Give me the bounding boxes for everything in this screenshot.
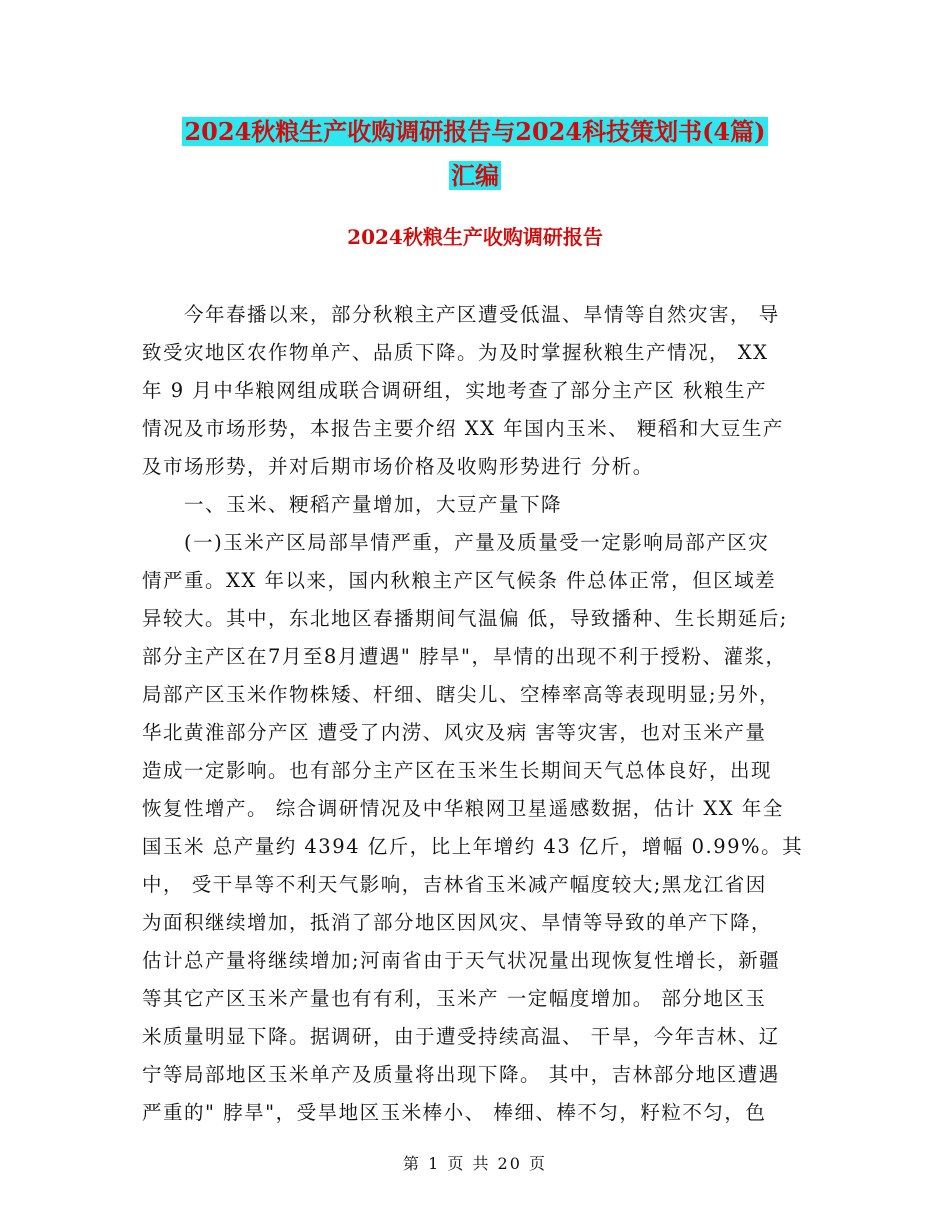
document-title-line-2 — [150, 154, 800, 198]
body-line: 部分主产区在7月至8月遭遇" 脖旱"，旱情的出现不利于授粉、灌浆， — [142, 645, 787, 668]
body-line: 致受灾地区农作物单产、品质下降。为及时掌握秋粮生产情况， XX — [142, 341, 769, 364]
document-title-text-2: 汇编 — [451, 161, 499, 190]
body-line: 造成一定影响。也有部分主产区在玉米生长期间天气总体良好，出现 — [142, 759, 773, 782]
body-line: 宁等局部地区玉米单产及质量将出现下降。 其中，吉林部分地区遭遇 — [142, 1063, 780, 1086]
body-line: 异较大。其中，东北地区春播期间气温偏 低，导致播种、生长期延后; — [142, 607, 788, 630]
body-line: 华北黄淮部分产区 遭受了内涝、风灾及病 害等灾害，也对玉米产量 — [142, 721, 767, 744]
body-line: 一、玉米、粳稻产量增加，大豆产量下降 — [142, 493, 563, 516]
body-line: 局部产区玉米作物株矮、杆细、瞎尖儿、空棒率高等表现明显;另外， — [142, 683, 781, 706]
body-line: 情严重。XX 年以来，国内秋粮主产区气候条 件总体正常，但区域差 — [142, 569, 777, 592]
body-line: 今年春播以来，部分秋粮主产区遭受低温、旱情等自然灾害， 导 — [142, 303, 780, 326]
body-line: 及市场形势，并对后期市场价格及收购形势进行 分析。 — [142, 455, 654, 478]
body-line: 情况及市场形势，本报告主要介绍 XX 年国内玉米、 粳稻和大豆生产 — [142, 417, 784, 440]
body-line: 等其它产区玉米产量也有有利，玉米产 一定幅度增加。 部分地区玉 — [142, 987, 767, 1010]
body-line: 估计总产量将继续增加;河南省由于天气状况量出现恢复性增长，新疆 — [142, 949, 781, 972]
document-title-text-1: 2024秋粮生产收购调研报告与2024科技策划书(4篇) — [184, 117, 766, 146]
body-line: 米质量明显下降。据调研，由于遭受持续高温、 干旱，今年吉林、辽 — [142, 1025, 780, 1048]
document-body — [142, 296, 802, 1132]
body-line: 年 9 月中华粮网组成联合调研组，实地考查了部分主产区 秋粮生产 — [142, 379, 768, 402]
body-line: 为面积继续增加，抵消了部分地区因风灾、旱情等导致的单产下降， — [142, 911, 773, 934]
body-line: 严重的" 脖旱"，受旱地区玉米棒小、 棒细、棒不匀，籽粒不匀，色 — [142, 1101, 767, 1124]
body-line: (一)玉米产区局部旱情严重，产量及质量受一定影响局部产区灾 — [142, 531, 770, 554]
document-title-line-1 — [150, 110, 800, 154]
page-number-footer: 第 1 页 共 20 页 — [403, 1154, 547, 1173]
body-line: 中， 受干旱等不利天气影响，吉林省玉米减产幅度较大;黑龙江省因 — [142, 873, 767, 896]
section-title: 2024秋粮生产收购调研报告 — [347, 225, 603, 249]
body-line: 恢复性增产。 综合调研情况及中华粮网卫星遥感数据，估计 XX 年全 — [142, 797, 784, 820]
body-line: 国玉米 总产量约 4394 亿斤，比上年增约 43 亿斤，增幅 0.99%。其 — [142, 835, 804, 858]
